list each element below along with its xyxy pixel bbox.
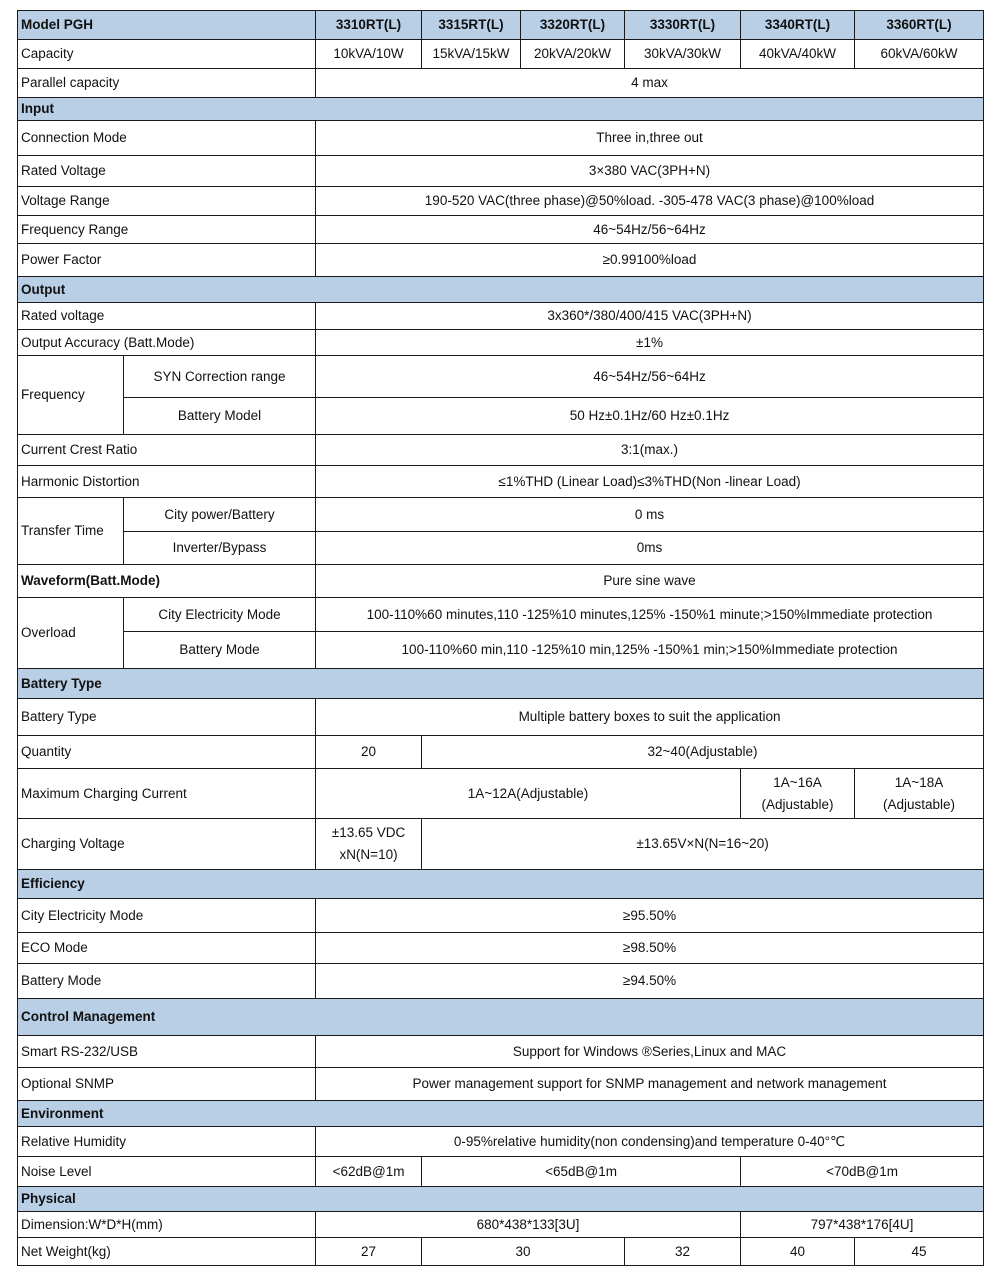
row-value: Three in,three out: [316, 121, 984, 156]
row-value: <70dB@1m: [741, 1157, 984, 1187]
eff-battery-row: [18, 964, 984, 999]
row-value: ≥98.50%: [316, 933, 984, 964]
row-label: Overload: [18, 598, 124, 669]
row-value: 32: [625, 1238, 741, 1266]
row-label: Capacity: [18, 40, 316, 69]
value-line: 1A~18A: [894, 774, 944, 790]
section-control: [18, 999, 984, 1036]
row-value: 46~54Hz/56~64Hz: [316, 356, 984, 398]
section-battery: [18, 669, 984, 699]
section-title: Control Management: [18, 999, 984, 1036]
row-label: Harmonic Distortion: [18, 466, 316, 498]
power-factor-row: [18, 244, 984, 277]
transfer-city-row: [18, 498, 984, 532]
humidity-row: [18, 1127, 984, 1157]
row-value: 32~40(Adjustable): [422, 736, 984, 769]
row-value: 40: [741, 1238, 855, 1266]
row-label: Waveform(Batt.Mode): [18, 565, 316, 598]
row-label: Relative Humidity: [18, 1127, 316, 1157]
harmonic-row: [18, 466, 984, 498]
capacity-value: 60kVA/60kW: [855, 40, 984, 69]
section-environment: [18, 1101, 984, 1127]
capacity-value: 15kVA/15kW: [422, 40, 521, 69]
row-value: 50 Hz±0.1Hz/60 Hz±0.1Hz: [316, 398, 984, 435]
row-label: Current Crest Ratio: [18, 435, 316, 466]
section-title: Efficiency: [18, 870, 984, 899]
model-header: 3360RT(L): [855, 11, 984, 40]
eff-city-row: [18, 899, 984, 933]
row-value: ≥0.99100%load: [316, 244, 984, 277]
row-label: Connection Mode: [18, 121, 316, 156]
row-label: Frequency Range: [18, 216, 316, 244]
capacity-value: 10kVA/10W: [316, 40, 422, 69]
capacity-value: 20kVA/20kW: [521, 40, 625, 69]
row-value: 46~54Hz/56~64Hz: [316, 216, 984, 244]
connection-mode-row: [18, 121, 984, 156]
transfer-inverter-row: [18, 532, 984, 565]
row-value: [855, 769, 984, 819]
parallel-row: [18, 69, 984, 98]
crest-ratio-row: [18, 435, 984, 466]
model-header: 3340RT(L): [741, 11, 855, 40]
capacity-value: 30kVA/30kW: [625, 40, 741, 69]
section-title: Input: [18, 98, 984, 121]
section-title: Battery Type: [18, 669, 984, 699]
snmp-row: [18, 1068, 984, 1101]
value-line: 1A~16A: [773, 774, 822, 790]
row-value: ≥94.50%: [316, 964, 984, 999]
section-title: Physical: [18, 1187, 984, 1212]
output-accuracy-row: [18, 330, 984, 356]
row-value: 0-95%relative humidity(non condensing)and temperature 0-40°℃: [316, 1127, 984, 1157]
row-value: ≥95.50%: [316, 899, 984, 933]
row-label: Battery Type: [18, 699, 316, 736]
row-label: Optional SNMP: [18, 1068, 316, 1101]
frequency-range-row: [18, 216, 984, 244]
row-value: ±13.65V×N(N=16~20): [422, 819, 984, 870]
row-label: ECO Mode: [18, 933, 316, 964]
section-title: Environment: [18, 1101, 984, 1127]
row-value: 0 ms: [316, 498, 984, 532]
ups-spec-table: [17, 10, 984, 1266]
row-value: 680*438*133[3U]: [316, 1212, 741, 1238]
row-value: 190-520 VAC(three phase)@50%load. -305-478 VAC(3 phase)@100%load: [316, 187, 984, 216]
frequency-syn-row: [18, 356, 984, 398]
row-value: 100-110%60 minutes,110 -125%10 minutes,125% -150%1 minute;>150%Immediate protection: [316, 598, 984, 632]
row-label: Smart RS-232/USB: [18, 1036, 316, 1068]
sub-label: City Electricity Mode: [124, 598, 316, 632]
overload-battery-row: [18, 632, 984, 669]
row-value: 30: [422, 1238, 625, 1266]
row-label: Parallel capacity: [18, 69, 316, 98]
value-line: (Adjustable): [761, 796, 834, 812]
row-label: Maximum Charging Current: [18, 769, 316, 819]
row-value: <65dB@1m: [422, 1157, 741, 1187]
section-efficiency: [18, 870, 984, 899]
row-value: 1A~12A(Adjustable): [316, 769, 741, 819]
row-label: Quantity: [18, 736, 316, 769]
row-label: City Electricity Mode: [18, 899, 316, 933]
section-input: [18, 98, 984, 121]
dimension-row: [18, 1212, 984, 1238]
sub-label: Battery Model: [124, 398, 316, 435]
battery-type-row: [18, 699, 984, 736]
model-label: Model PGH: [18, 11, 316, 40]
section-title: Output: [18, 277, 984, 303]
value-line: ±13.65 VDC: [331, 825, 406, 841]
weight-row: [18, 1238, 984, 1266]
charging-current-row: [18, 769, 984, 819]
row-value: 3x360*/380/400/415 VAC(3PH+N): [316, 303, 984, 330]
row-label: Net Weight(kg): [18, 1238, 316, 1266]
row-value: 100-110%60 min,110 -125%10 min,125% -150%1 min;>150%Immediate protection: [316, 632, 984, 669]
row-label: Voltage Range: [18, 187, 316, 216]
smart-row: [18, 1036, 984, 1068]
waveform-row: [18, 565, 984, 598]
sub-label: City power/Battery: [124, 498, 316, 532]
row-label: Transfer Time: [18, 498, 124, 565]
row-label: Dimension:W*D*H(mm): [18, 1212, 316, 1238]
sub-label: Battery Mode: [124, 632, 316, 669]
row-value: 3×380 VAC(3PH+N): [316, 156, 984, 187]
row-value: ±1%: [316, 330, 984, 356]
row-value: <62dB@1m: [316, 1157, 422, 1187]
row-value: 45: [855, 1238, 984, 1266]
row-label: Rated Voltage: [18, 156, 316, 187]
model-header: 3320RT(L): [521, 11, 625, 40]
overload-city-row: [18, 598, 984, 632]
row-label: Rated voltage: [18, 303, 316, 330]
header-row: [18, 11, 984, 40]
row-value: 3:1(max.): [316, 435, 984, 466]
capacity-value: 40kVA/40kW: [741, 40, 855, 69]
model-header: 3310RT(L): [316, 11, 422, 40]
row-value: 797*438*176[4U]: [741, 1212, 984, 1238]
sub-label: SYN Correction range: [124, 356, 316, 398]
model-header: 3330RT(L): [625, 11, 741, 40]
row-value: Multiple battery boxes to suit the application: [316, 699, 984, 736]
frequency-battery-row: [18, 398, 984, 435]
row-value: [741, 769, 855, 819]
output-rated-voltage-row: [18, 303, 984, 330]
capacity-row: [18, 40, 984, 69]
row-value: 20: [316, 736, 422, 769]
row-value: Support for Windows ®Series,Linux and MAC: [316, 1036, 984, 1068]
noise-row: [18, 1157, 984, 1187]
row-label: Output Accuracy (Batt.Mode): [18, 330, 316, 356]
row-label: Power Factor: [18, 244, 316, 277]
section-output: [18, 277, 984, 303]
value-line: (Adjustable): [882, 796, 956, 812]
row-value: [316, 819, 422, 870]
quantity-row: [18, 736, 984, 769]
row-label: Battery Mode: [18, 964, 316, 999]
row-value: Power management support for SNMP management and network management: [316, 1068, 984, 1101]
row-value: 27: [316, 1238, 422, 1266]
eff-eco-row: [18, 933, 984, 964]
row-value: Pure sine wave: [316, 565, 984, 598]
section-physical: [18, 1187, 984, 1212]
row-label: Noise Level: [18, 1157, 316, 1187]
parallel-value: 4 max: [316, 69, 984, 98]
voltage-range-row: [18, 187, 984, 216]
row-value: ≤1%THD (Linear Load)≤3%THD(Non -linear Load): [316, 466, 984, 498]
row-value: 0ms: [316, 532, 984, 565]
model-header: 3315RT(L): [422, 11, 521, 40]
row-label: Charging Voltage: [18, 819, 316, 870]
rated-voltage-row: [18, 156, 984, 187]
row-label: Frequency: [18, 356, 124, 435]
charging-voltage-row: [18, 819, 984, 870]
sub-label: Inverter/Bypass: [124, 532, 316, 565]
value-line: xN(N=10): [339, 847, 398, 862]
